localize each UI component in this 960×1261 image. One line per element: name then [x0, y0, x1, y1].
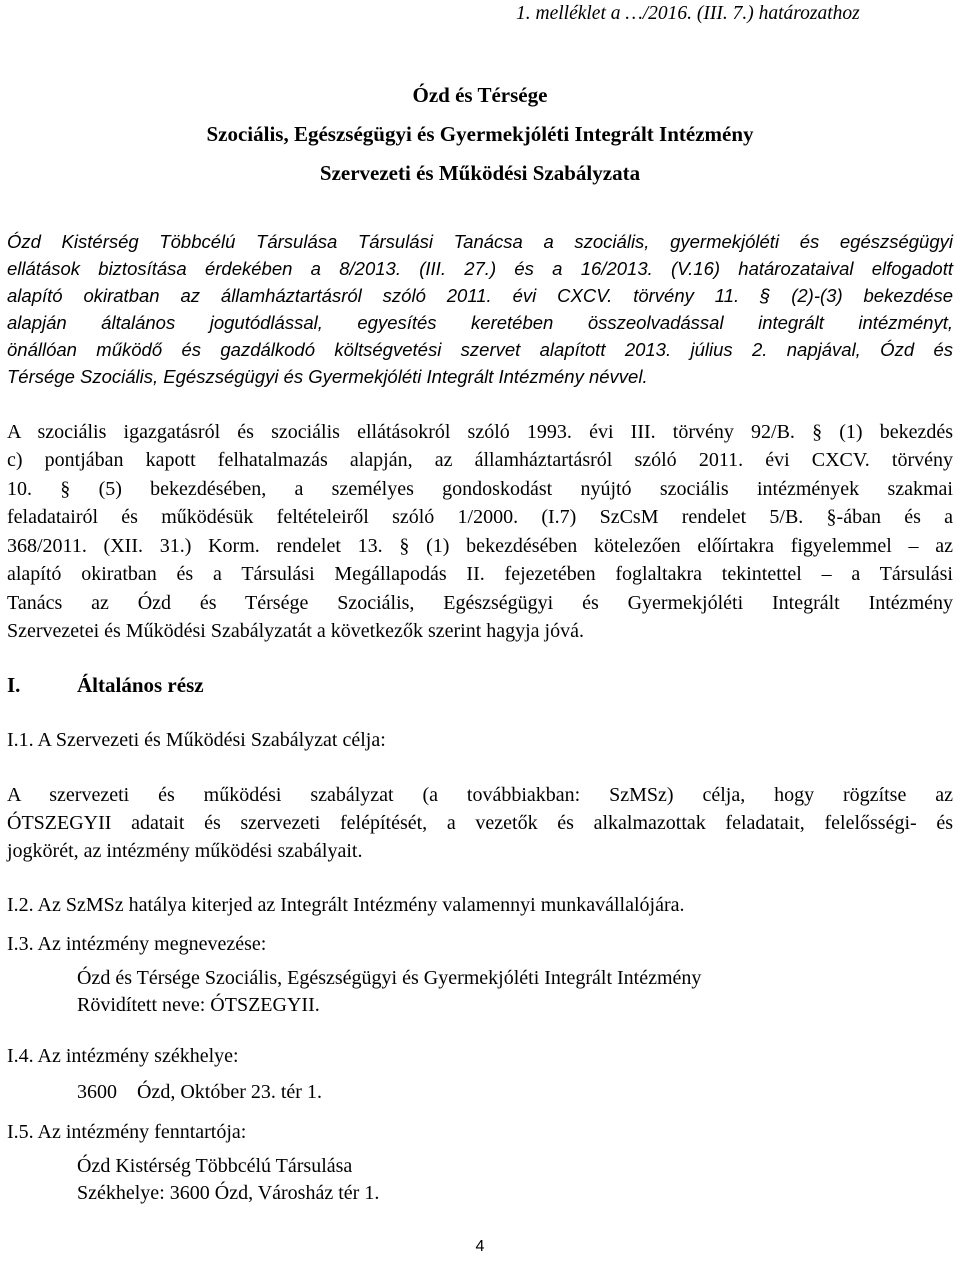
- maintainer-name: Ózd Kistérség Többcélú Társulása: [77, 1155, 353, 1177]
- maintainer-seat: Székhelye: 3600 Ózd, Városház tér 1.: [77, 1182, 380, 1204]
- legal-line: 368/2011. (XII. 31.) Korm. rendelet 13. § (1) bekezdésében kötelezően előírtakra figyelemmel – az: [7, 535, 953, 557]
- legal-line: 10. § (5) bekezdésében, a személyes gondoskodást nyújtó szociális intézmények szakmai: [7, 478, 953, 500]
- subsection-heading: I.1. A Szervezeti és Működési Szabályzat célja:: [7, 729, 386, 751]
- intro-line: Ózd Kistérség Többcélú Társulása Társulási Tanácsa a szociális, gyermekjóléti és egészségügyi: [7, 231, 953, 252]
- legal-line: c) pontjában kapott felhatalmazás alapján, az államháztartásról szóló 2011. évi CXCV. törvény: [7, 449, 953, 471]
- title-line-2: Szociális, Egészségügyi és Gyermekjóléti Integrált Intézmény: [206, 122, 754, 146]
- paragraph-line: jogkörét, az intézmény működési szabályait.: [7, 840, 363, 862]
- intro-line: ellátások biztosítása érdekében a 8/2013. (III. 27.) és a 16/2013. (V.16) határozataival elfogadott: [7, 258, 953, 279]
- legal-line: feladatairól és működésük feltételeiről szóló 1/2000. (I.7) SzCsM rendelet 5/B. §-ában és a: [7, 506, 953, 528]
- paragraph-line: ÓTSZEGYII adatait és szervezeti felépítését, a vezetők és alkalmazottak feladatait, felelősségi- és: [7, 812, 953, 834]
- page-number: 4: [475, 1238, 485, 1255]
- institution-short-name: Rövidített neve: ÓTSZEGYII.: [77, 994, 320, 1016]
- section-number: I.: [7, 673, 21, 697]
- legal-line: alapító okiratban és a Társulási Megállapodás II. fejezetében foglaltakra tekintettel – a Társulási: [7, 563, 953, 585]
- subsection-heading: I.2. Az SzMSz hatálya kiterjed az Integrált Intézmény valamennyi munkavállalójára.: [7, 894, 685, 916]
- intro-line: alapító okiratban az államháztartásról szóló 2011. évi CXCV. törvény 11. § (2)-(3) bekezdése: [7, 285, 953, 306]
- legal-line: Szervezetei és Működési Szabályzatát a következők szerint hagyja jóvá.: [7, 620, 584, 642]
- subsection-heading: I.5. Az intézmény fenntartója:: [7, 1121, 247, 1143]
- institution-address: 3600 Ózd, Október 23. tér 1.: [77, 1081, 322, 1103]
- intro-line: alapján általános jogutódlással, egyesítés keretében összeolvadással integrált intézményt,: [7, 312, 953, 333]
- paragraph-line: A szervezeti és működési szabályzat (a továbbiakban: SzMSz) célja, hogy rögzítse az: [7, 784, 953, 806]
- title-line-1: Ózd és Térsége: [412, 83, 548, 107]
- intro-line: Térsége Szociális, Egészségügyi és Gyermekjóléti Integrált Intézmény névvel.: [7, 366, 648, 387]
- subsection-heading: I.3. Az intézmény megnevezése:: [7, 933, 267, 955]
- annex-header: 1. melléklet a …/2016. (III. 7.) határozathoz: [516, 3, 860, 24]
- subsection-heading: I.4. Az intézmény székhelye:: [7, 1045, 239, 1067]
- section-title: Általános rész: [77, 673, 204, 697]
- legal-line: Tanács az Ózd és Térsége Szociális, Egészségügyi és Gyermekjóléti Integrált Intézmény: [7, 592, 953, 614]
- title-line-3: Szervezeti és Működési Szabályzata: [319, 161, 641, 185]
- intro-line: önállóan működő és gazdálkodó költségvetési szervet alapított 2013. július 2. napjával, Ózd és: [7, 339, 953, 360]
- institution-name: Ózd és Térsége Szociális, Egészségügyi és Gyermekjóléti Integrált Intézmény: [77, 967, 702, 989]
- legal-line: A szociális igazgatásról és szociális ellátásokról szóló 1993. évi III. törvény 92/B. § (1) bekezdés: [7, 421, 953, 443]
